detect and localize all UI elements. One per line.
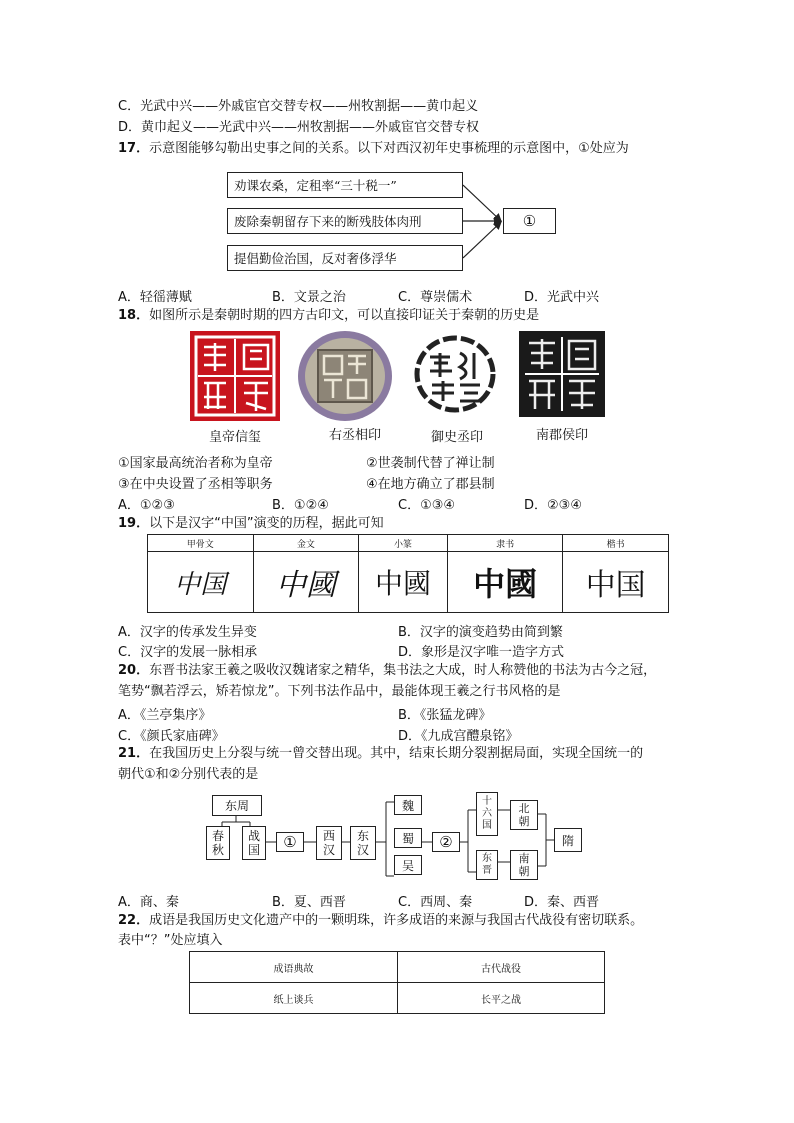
q17-arrows [463, 180, 507, 266]
q19-number: 19． [118, 516, 150, 531]
q21-beichao: 北朝 [510, 800, 538, 830]
q17-option-a: A．轻徭薄赋 [118, 290, 192, 305]
seal-nanjun-image [519, 331, 605, 417]
q21-sui: 隋 [554, 828, 582, 852]
q22-stem-line2: 表中“？”处应填入 [118, 933, 223, 948]
q20-option-c: C．《颜氏家庙碑》 [118, 729, 225, 744]
q21-option-b: B．夏、西晋 [272, 895, 346, 910]
q21-number: 21． [118, 746, 150, 761]
q21-wei: 魏 [394, 795, 422, 815]
q21-stem-text1: 在我国历史上分裂与统一曾交替出现。其中，结束长期分裂割据局面，实现全国统一的 [149, 746, 644, 761]
seal-yushi-image [412, 331, 498, 417]
q22-number: 22． [118, 913, 150, 928]
q21-donghan: 东汉 [350, 826, 376, 860]
q16-option-d: D．黄巾起义——光武中兴——州牧割据——外戚宦官交替专权 [118, 120, 480, 135]
seal-caption-4: 南郡侯印 [535, 428, 588, 443]
q18-statement-2: ②世袭制代替了禅让制 [366, 456, 495, 471]
q19-option-a: A．汉字的传承发生异变 [118, 625, 257, 640]
q21-dongjin: 东晋 [476, 850, 498, 880]
q22-header-1: 成语典故 [190, 952, 398, 983]
q21-marker-2: ② [432, 832, 460, 852]
q20-option-a: A．《兰亭集序》 [118, 708, 212, 723]
q19-option-b: B．汉字的演变趋势由简到繁 [398, 625, 563, 640]
q21-zhanguo: 战国 [242, 826, 266, 860]
q18-statement-1: ①国家最高统治者称为皇帝 [118, 456, 273, 471]
q17-box-1: 劝课农桑，定租率“三十税一” [227, 172, 463, 198]
q19-header-1: 甲骨文 [148, 535, 254, 552]
q18-statement-3: ③在中央设置了丞相等职务 [118, 477, 273, 492]
q20-stem-line2: 笔势“飘若浮云，矫若惊龙”。下列书法作品中，最能体现王羲之行书风格的是 [118, 684, 561, 699]
q20-stem-line1 [118, 662, 656, 680]
q19-glyph-kaishu: 中国 [563, 552, 669, 613]
q21-nanchao: 南朝 [510, 850, 538, 880]
q22-table [189, 951, 605, 1014]
q21-marker-1: ① [276, 832, 304, 852]
q20-number: 20． [118, 663, 150, 678]
q17-stem-text: 示意图能够勾勒出史事之间的关系。以下对西汉初年史事梳理的示意图中，①处应为 [149, 141, 629, 156]
q19-stem [118, 515, 384, 533]
q19-glyph-jiaguwen: 中国 [148, 552, 254, 613]
q19-glyph-jinwen: 中國 [253, 552, 359, 613]
q19-glyph-lishu: 中國 [447, 552, 563, 613]
q19-glyph-xiaozhuan: 中國 [359, 552, 448, 613]
seal-huangdi-image [190, 331, 280, 421]
q18-option-c: C．①③④ [398, 498, 456, 513]
q18-option-d: D．②③④ [524, 498, 582, 513]
q19-stem-text: 以下是汉字“中国”演变的历程，据此可知 [149, 516, 384, 531]
q21-stem-line1 [118, 745, 643, 763]
seal-caption-1: 皇帝信玺 [208, 430, 261, 445]
q19-script-table [147, 534, 669, 613]
q20-option-d: D．《九成宫醴泉铭》 [398, 729, 519, 744]
q18-statement-4: ④在地方确立了郡县制 [366, 477, 495, 492]
q17-option-d: D．光武中兴 [524, 290, 600, 305]
q17-number: 17． [118, 141, 150, 156]
q17-target-box: ① [503, 208, 556, 234]
q22-header-2: 古代战役 [398, 952, 605, 983]
q18-stem [118, 307, 539, 325]
q21-stem-line2: 朝代①和②分别代表的是 [118, 767, 259, 782]
q20-option-b: B．《张猛龙碑》 [398, 708, 492, 723]
q21-wu: 吴 [394, 855, 422, 875]
q21-option-d: D．秦、西晋 [524, 895, 600, 910]
q21-option-c: C．西周、秦 [398, 895, 473, 910]
q19-header-5: 楷书 [563, 535, 669, 552]
q18-number: 18． [118, 308, 150, 323]
q21-shu: 蜀 [394, 828, 422, 848]
q22-cell-idiom: 纸上谈兵 [190, 983, 398, 1014]
q17-box-2: 废除秦朝留存下来的断残肢体肉刑 [227, 208, 463, 234]
q21-chunqiu: 春秋 [206, 826, 230, 860]
q19-header-2: 金文 [253, 535, 359, 552]
q21-xihan: 西汉 [316, 826, 342, 860]
q19-option-c: C．汉字的发展一脉相承 [118, 645, 258, 660]
q22-stem-line1 [118, 912, 643, 930]
q17-option-b: B．文景之治 [272, 290, 346, 305]
q21-shiliuguo: 十六国 [476, 792, 498, 836]
q21-dongzhou: 东周 [212, 795, 262, 816]
q17-stem [118, 140, 629, 158]
q19-option-d: D．象形是汉字唯一造字方式 [398, 645, 565, 660]
q17-option-c: C．尊崇儒术 [398, 290, 473, 305]
seal-caption-2: 右丞相印 [328, 428, 381, 443]
q17-box-3: 提倡勤俭治国，反对奢侈浮华 [227, 245, 463, 271]
q18-option-a: A．①②③ [118, 498, 175, 513]
q21-option-a: A．商、秦 [118, 895, 179, 910]
seal-caption-3: 御史丞印 [430, 430, 483, 445]
seal-youchengxiang-image [296, 328, 394, 424]
q18-option-b: B．①②④ [272, 498, 329, 513]
q19-header-4: 隶书 [447, 535, 563, 552]
q22-stem-text1: 成语是我国历史文化遗产中的一颗明珠，许多成语的来源与我国古代战役有密切联系。 [149, 913, 644, 928]
q20-stem-text1: 东晋书法家王羲之吸收汉魏诸家之精华，集书法之大成，时人称赞他的书法为古今之冠， [149, 663, 657, 678]
q22-cell-battle: 长平之战 [398, 983, 605, 1014]
q18-stem-text: 如图所示是秦朝时期的四方古印文，可以直接印证关于秦朝的历史是 [149, 308, 540, 323]
q16-option-c: C．光武中兴——外戚宦官交替专权——州牧割据——黄巾起义 [118, 99, 479, 114]
q19-header-3: 小篆 [359, 535, 448, 552]
